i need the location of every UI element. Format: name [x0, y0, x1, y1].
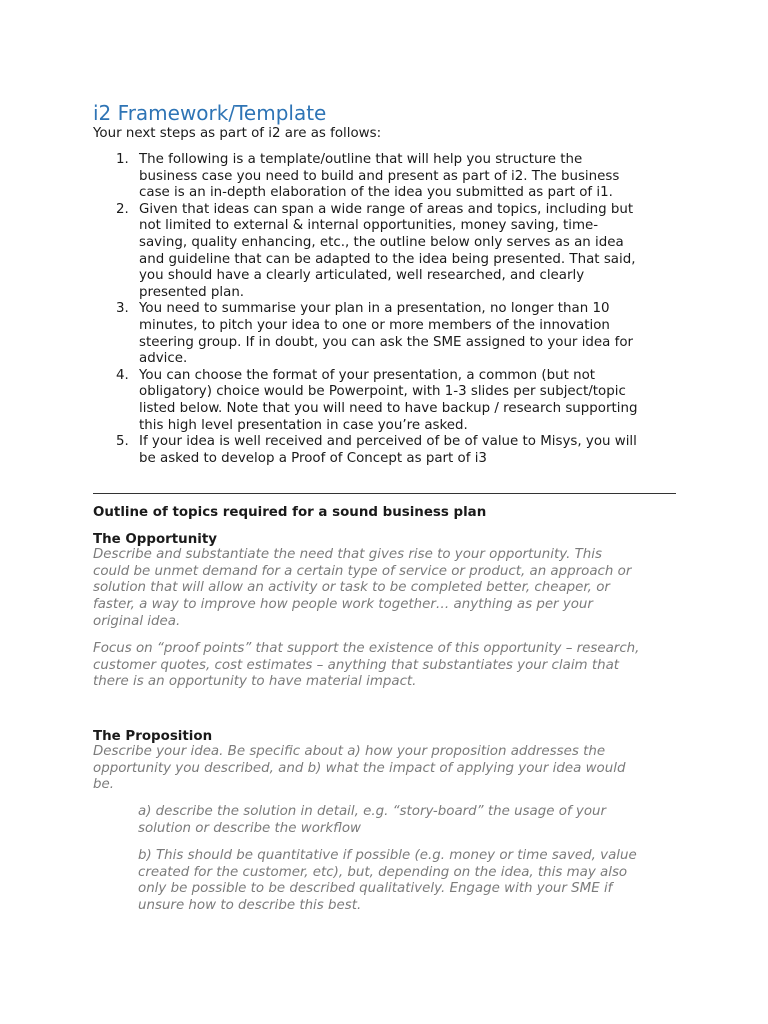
document-title: i2 Framework/Template — [93, 101, 327, 125]
list-item — [93, 434, 683, 467]
list-item — [93, 368, 683, 434]
steps-list — [93, 152, 683, 467]
outline-heading: Outline of topics required for a sound business plan — [93, 505, 487, 520]
list-item-text: If your idea is well received and perceived of be of value to Misys, you will be asked to develop a Proof of Concept as part of i3 — [139, 434, 637, 466]
list-item-number: 4. — [116, 367, 129, 383]
proposition-item-b: b) This should be quantitative if possible (e.g. money or time saved, value created for the customer, etc), but, depending on the idea, this may also only be possible to be described qualitatively. Engage with your SME if unsure how to describe this best. — [138, 848, 637, 914]
list-item — [93, 301, 683, 367]
intro-text: Your next steps as part of i2 are as follows: — [93, 126, 382, 141]
list-item-number: 2. — [116, 201, 129, 217]
proposition-item-a: a) describe the solution in detail, e.g. “story-board” the usage of your solution or describe the workflow — [138, 804, 607, 836]
list-item — [93, 152, 683, 202]
list-item-number: 1. — [116, 152, 129, 167]
proposition-heading: The Proposition — [93, 729, 213, 744]
list-item-text: You can choose the format of your presentation, a common (but not obligatory) choice would be Powerpoint, with 1-3 slides per subject/topic listed below. Note that you will need to have backup / research supporting this high level presentation in case you’re asked. — [139, 367, 638, 433]
proposition-description: Describe your idea. Be specific about a) how your proposition addresses the opportunity you described, and b) what the impact of applying your idea would be. — [93, 744, 626, 793]
list-item-text: You need to summarise your plan in a presentation, no longer than 10 minutes, to pitch your idea to one or more members of the innovation steering group. If in doubt, you can ask the SME assigned to your idea for advice. — [139, 301, 634, 367]
list-item-text: Given that ideas can span a wide range of areas and topics, including but not limited to external & internal opportunities, money saving, time- saving, quality enhancing, etc., the outline below only serves as an idea and guideline that can be adapted to the idea being presented. That said, you should have a clearly articulated, well researched, and clearly presented plan. — [139, 201, 636, 300]
list-item-text: The following is a template/outline that will help you structure the business case you need to build and present as part of i2. The business case is an in-depth elaboration of the idea you submitted as part of i1. — [139, 152, 620, 201]
opportunity-proof-points: Focus on “proof points” that support the existence of this opportunity – research, customer quotes, cost estimates – anything that substantiates your claim that there is an opportunity to have material impact. — [93, 641, 640, 690]
opportunity-heading: The Opportunity — [93, 532, 217, 547]
horizontal-divider — [93, 493, 676, 494]
list-item-number: 3. — [116, 301, 129, 317]
list-item — [93, 202, 683, 302]
list-item-number: 5. — [116, 434, 129, 450]
opportunity-description: Describe and substantiate the need that gives rise to your opportunity. This could be unmet demand for a certain type of service or product, an approach or solution that will allow an activity or task to be completed better, cheaper, or faster, a way to improve how people work together… anything as per your original idea. — [93, 547, 632, 629]
